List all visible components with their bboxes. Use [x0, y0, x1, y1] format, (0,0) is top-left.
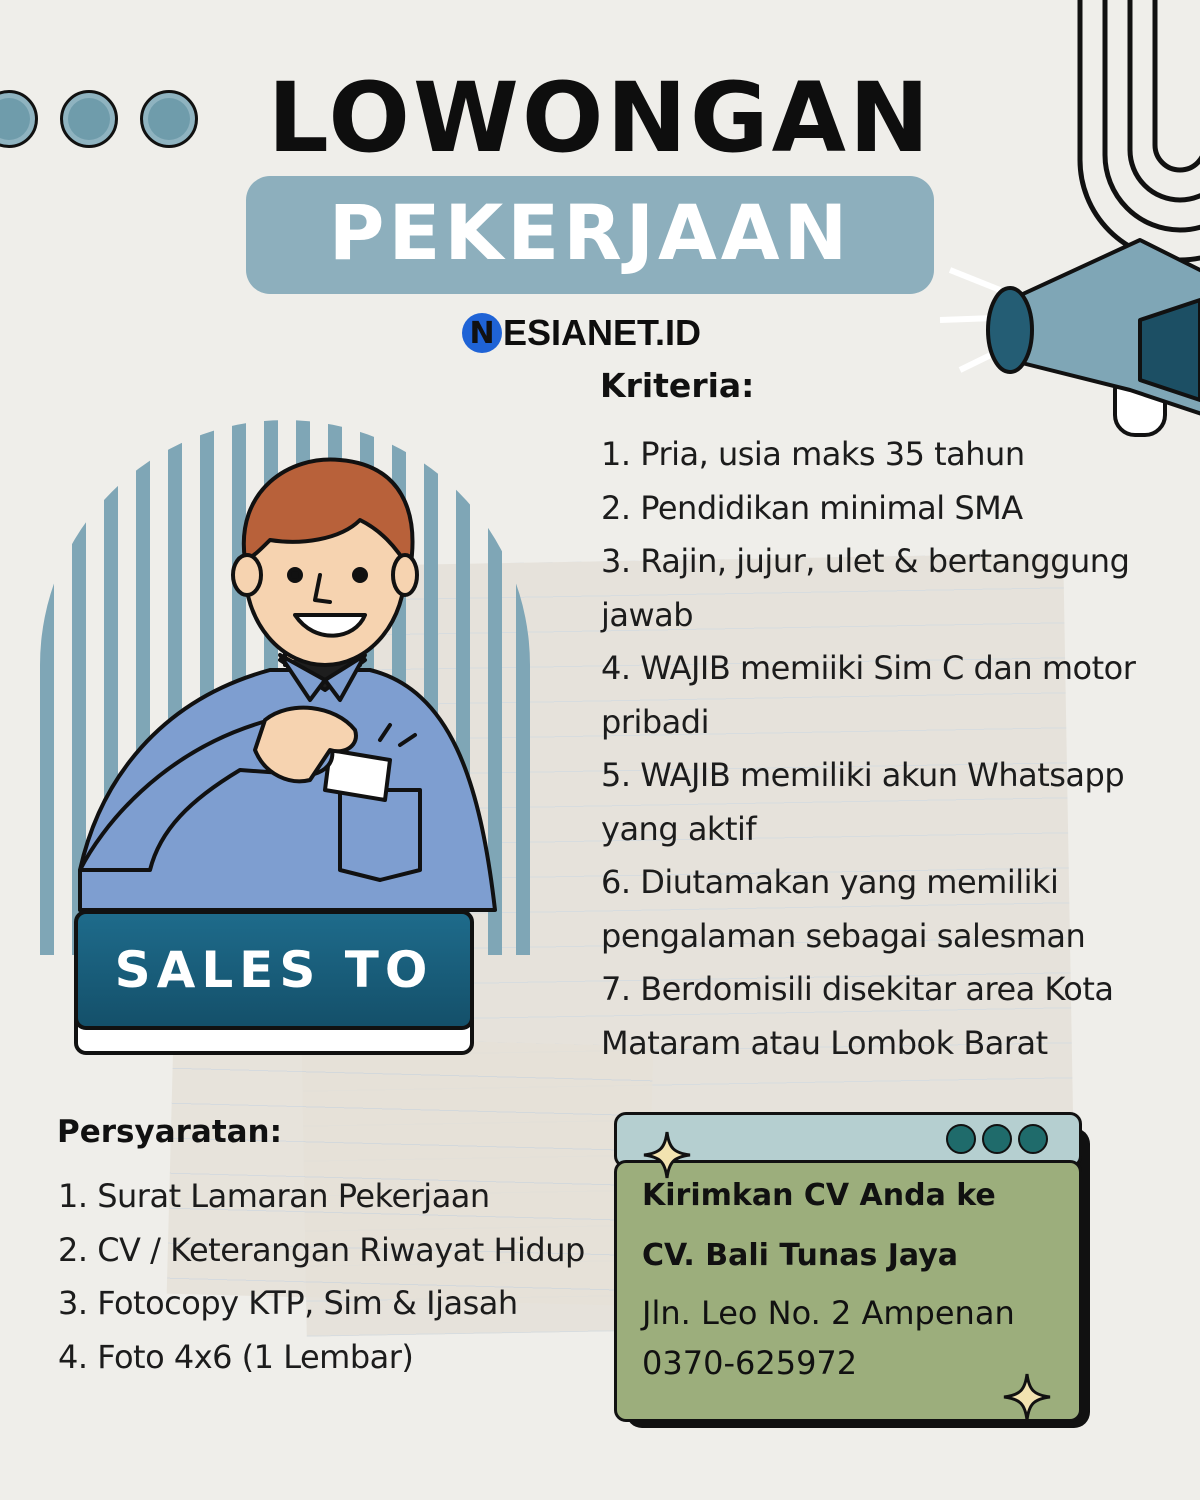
salesman-illustration — [40, 450, 520, 930]
kriteria-item: pribadi — [601, 702, 709, 741]
persyaratan-item: 4. Foto 4x6 (1 Lembar) — [58, 1337, 414, 1376]
window-dot-icon — [946, 1124, 976, 1154]
window-dot-icon — [982, 1124, 1012, 1154]
brand-logo — [462, 312, 701, 354]
kriteria-list — [601, 428, 1161, 1070]
contact-address: Jln. Leo No. 2 Ampenan — [642, 1294, 1015, 1332]
title-pekerjaan: PEKERJAAN — [328, 188, 852, 277]
kriteria-item: 2. Pendidikan minimal SMA — [601, 488, 1023, 527]
persyaratan-list — [58, 1170, 585, 1384]
window-dot-icon — [1018, 1124, 1048, 1154]
contact-instruction: Kirimkan CV Anda ke — [642, 1178, 996, 1213]
kriteria-item: 7. Berdomisili disekitar area Kota — [601, 970, 1114, 1008]
megaphone-icon — [930, 230, 1200, 450]
kriteria-item: Mataram atau Lombok Barat — [601, 1023, 1048, 1062]
job-badge — [74, 910, 474, 1030]
kriteria-item: 1. Pria, usia maks 35 tahun — [601, 435, 1025, 473]
kriteria-heading: Kriteria: — [600, 366, 755, 405]
kriteria-item: 5. WAJIB memiliki akun Whatsapp — [601, 756, 1125, 794]
brand-name: ESIANET.ID — [503, 312, 702, 353]
contact-phone: 0370-625972 — [642, 1344, 858, 1382]
persyaratan-item: 3. Fotocopy KTP, Sim & Ijasah — [58, 1284, 518, 1322]
job-title: SALES TO — [114, 941, 434, 999]
sparkle-icon — [642, 1130, 692, 1180]
kriteria-item: 4. WAJIB memiiki Sim C dan motor — [601, 649, 1136, 687]
kriteria-item: pengalaman sebagai salesman — [601, 916, 1086, 955]
kriteria-item: yang aktif — [601, 809, 757, 848]
persyaratan-item: 1. Surat Lamaran Pekerjaan — [58, 1177, 490, 1215]
contact-company: CV. Bali Tunas Jaya — [642, 1238, 959, 1273]
persyaratan-heading: Persyaratan: — [57, 1114, 283, 1150]
persyaratan-item: 2. CV / Keterangan Riwayat Hidup — [58, 1230, 585, 1269]
brand-initial: N — [462, 313, 502, 353]
kriteria-item: 6. Diutamakan yang memiliki — [601, 863, 1059, 901]
title-lowongan: LOWONGAN — [267, 62, 933, 174]
kriteria-item: jawab — [601, 595, 694, 634]
kriteria-item: 3. Rajin, jujur, ulet & bertanggung — [601, 542, 1130, 580]
sparkle-icon — [1002, 1372, 1052, 1422]
